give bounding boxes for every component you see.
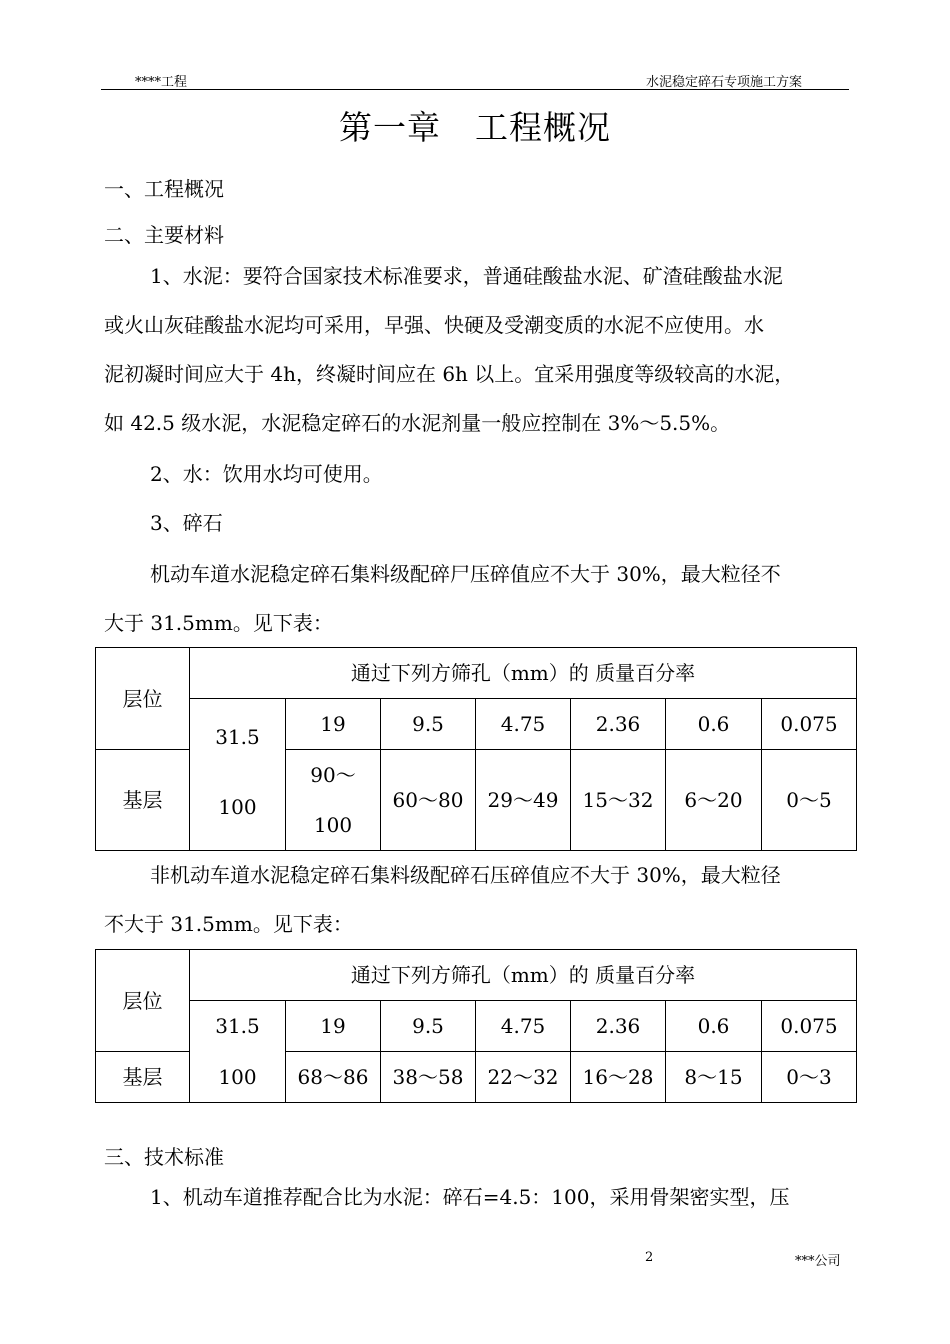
table2-value-0-075: 0～3 xyxy=(762,1052,857,1103)
table2-sieve-9-5: 9.5 xyxy=(381,1001,476,1052)
table2-layer-header: 层位 xyxy=(96,950,190,1052)
table2-value-19: 68～86 xyxy=(286,1052,381,1103)
paragraph-water: 2、水：饮用水均可使用。 xyxy=(150,462,383,486)
header-divider xyxy=(101,89,849,90)
table2-value-31-5: 100 xyxy=(190,1052,286,1103)
section-heading-overview: 一、工程概况 xyxy=(104,177,224,201)
table2-sieve-19: 19 xyxy=(286,1001,381,1052)
table2-sieve-0-075: 0.075 xyxy=(762,1001,857,1052)
paragraph-motor-line1: 机动车道水泥稳定碎石集料级配碎尸压碎值应不大于 30%，最大粒径不 xyxy=(150,562,781,586)
table2-value-0-6: 8～15 xyxy=(666,1052,762,1103)
table2-value-9-5: 38～58 xyxy=(381,1052,476,1103)
table1-sieve-0-6: 0.6 xyxy=(666,699,762,750)
section-heading-materials: 二、主要材料 xyxy=(104,223,224,247)
grading-table-nonmotor xyxy=(95,949,857,1103)
footer-company: ***公司 xyxy=(795,1254,841,1269)
paragraph-motor-line2: 大于 31.5mm。见下表： xyxy=(104,611,333,635)
table1-value-9-5: 60～80 xyxy=(381,750,476,851)
table1-value-0-075: 0～5 xyxy=(762,750,857,851)
paragraph-cement-line1: 1、水泥：要符合国家技术标准要求，普通硅酸盐水泥、矿渣硅酸盐水泥 xyxy=(150,264,783,288)
paragraph-nonmotor-line1: 非机动车道水泥稳定碎石集料级配碎石压碎值应不大于 30%，最大粒径 xyxy=(150,863,781,887)
paragraph-cement-line4: 如 42.5 级水泥，水泥稳定碎石的水泥剂量一般应控制在 3%～5.5%。 xyxy=(104,411,731,435)
paragraph-cement-line2: 或火山灰硅酸盐水泥均可采用，早强、快硬及受潮变质的水泥不应使用。水 xyxy=(104,313,764,337)
paragraph-cement-line3: 泥初凝时间应大于 4h，终凝时间应在 6h 以上。宜采用强度等级较高的水泥， xyxy=(104,362,795,386)
table1-sieve-2-36: 2.36 xyxy=(571,699,666,750)
table1-value-0-6: 6～20 xyxy=(666,750,762,851)
table1-sieve-19: 19 xyxy=(286,699,381,750)
table2-value-2-36: 16～28 xyxy=(571,1052,666,1103)
table1-layer-header: 层位 xyxy=(96,648,190,750)
paragraph-gravel-heading: 3、碎石 xyxy=(150,511,223,535)
table2-sieve-0-6: 0.6 xyxy=(666,1001,762,1052)
table1-value-19-cell xyxy=(286,750,381,851)
table2-sieve-2-36: 2.36 xyxy=(571,1001,666,1052)
paragraph-nonmotor-line2: 不大于 31.5mm。见下表： xyxy=(104,912,353,936)
header-left: ****工程 xyxy=(135,75,188,90)
table1-sieve-4-75: 4.75 xyxy=(476,699,571,750)
table1-row-label: 基层 xyxy=(96,750,190,851)
table1-value-19-top: 90～ xyxy=(310,763,356,787)
table1-value-4-75: 29～49 xyxy=(476,750,571,851)
table1-sieve-31-5: 31.5 xyxy=(215,724,260,749)
table1-group-header: 通过下列方筛孔（mm）的 质量百分率 xyxy=(190,648,857,699)
table1-value-19-bottom: 100 xyxy=(313,813,353,837)
chapter-title: 第一章 工程概况 xyxy=(339,108,611,147)
table1-sieve-31-5-cell xyxy=(190,699,286,851)
table2-group-header: 通过下列方筛孔（mm）的 质量百分率 xyxy=(190,950,857,1001)
table1-value-2-36: 15～32 xyxy=(571,750,666,851)
section-heading-tech-standard: 三、技术标准 xyxy=(104,1145,224,1169)
table2-sieve-31-5: 31.5 xyxy=(190,1001,286,1052)
grading-table-motor xyxy=(95,647,857,851)
page-number: 2 xyxy=(645,1250,654,1265)
table1-sieve-9-5: 9.5 xyxy=(381,699,476,750)
header-right: 水泥稳定碎石专项施工方案 xyxy=(646,75,803,90)
paragraph-tech-line1: 1、机动车道推荐配合比为水泥：碎石=4.5：100，采用骨架密实型，压 xyxy=(150,1185,790,1209)
table2-sieve-4-75: 4.75 xyxy=(476,1001,571,1052)
table1-sieve-0-075: 0.075 xyxy=(762,699,857,750)
table2-row-label: 基层 xyxy=(96,1052,190,1103)
table1-value-100: 100 xyxy=(218,794,257,819)
table2-value-4-75: 22～32 xyxy=(476,1052,571,1103)
